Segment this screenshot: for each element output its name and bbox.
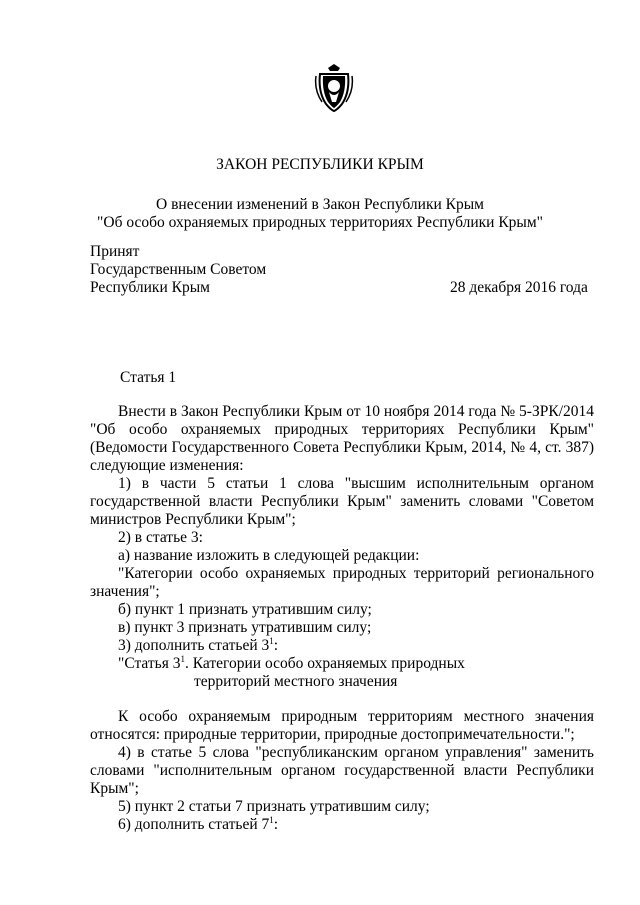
intro-line-1: Внести в Закон Республики Крым от 10 ноября 2014 года № 5-ЗРК/2014: [118, 403, 594, 420]
item2a: а) название изложить в следующей редакции:: [118, 547, 420, 564]
intro-line-2: "Об особо охраняемых природных территориях Республики Крым": [90, 421, 594, 438]
item4-line-2: словами "исполнительным органом государственной власти Республики: [90, 762, 594, 779]
adopted-by-line1: Государственным Советом: [90, 261, 267, 278]
item1-line-2: государственной власти Республики Крым" заменить словами "Советом: [90, 493, 594, 510]
item2a-text-line-1: "Категории особо охраняемых природных территорий регионального: [118, 565, 594, 582]
item2a-text-line-2: значения";: [90, 583, 160, 600]
law-title: ЗАКОН РЕСПУБЛИКИ КРЫМ: [216, 156, 424, 173]
article-heading: Статья 1: [120, 369, 177, 386]
item4-line-1: 4) в статье 5 слова "республиканским органом управления" заменить: [118, 744, 594, 761]
item1-line-1: 1) в части 5 статьи 1 слова "высшим исполнительным органом: [118, 475, 594, 492]
crimea-coat-of-arms-icon: [314, 62, 354, 112]
item3: 3) дополнить статьей $3^1$:: [118, 636, 279, 654]
item4-line-3: Крым";: [90, 780, 139, 797]
adopted-by-line2: Республики Крым: [90, 279, 210, 296]
law-subtitle-line1: О внесении изменений в Закон Республики Крым: [156, 196, 484, 213]
intro-line-4: следующие изменения:: [90, 457, 244, 474]
item6: 6) дополнить статьей $7^1$:: [118, 815, 279, 833]
item2v: в) пункт 3 признать утратившим силу;: [118, 619, 372, 636]
item2: 2) в статье 3:: [118, 529, 203, 546]
intro-line-3: (Ведомости Государственного Совета Республики Крым, 2014, № 4, ст. 387): [90, 439, 594, 456]
new-article-text-line-1: К особо охраняемым природным территориям местного значения: [118, 708, 594, 725]
adoption-date: 28 декабря 2016 года: [450, 279, 588, 296]
item2b: б) пункт 1 признать утратившим силу;: [118, 601, 372, 618]
new-article-text-line-2: относятся: природные территории, природные достопримечательности.";: [90, 726, 575, 743]
adopted-label: Принят: [90, 243, 140, 260]
item1-line-3: министров Республики Крым";: [90, 511, 296, 528]
item5: 5) пункт 2 статьи 7 признать утратившим силу;: [118, 798, 430, 815]
new-article-title-line2: территорий местного значения: [194, 673, 398, 690]
law-subtitle-line2: "Об особо охраняемых природных территориях Республики Крым": [97, 214, 543, 231]
new-article-title-line1: "Статья $3^1$. Категории особо охраняемых природных: [118, 654, 465, 672]
